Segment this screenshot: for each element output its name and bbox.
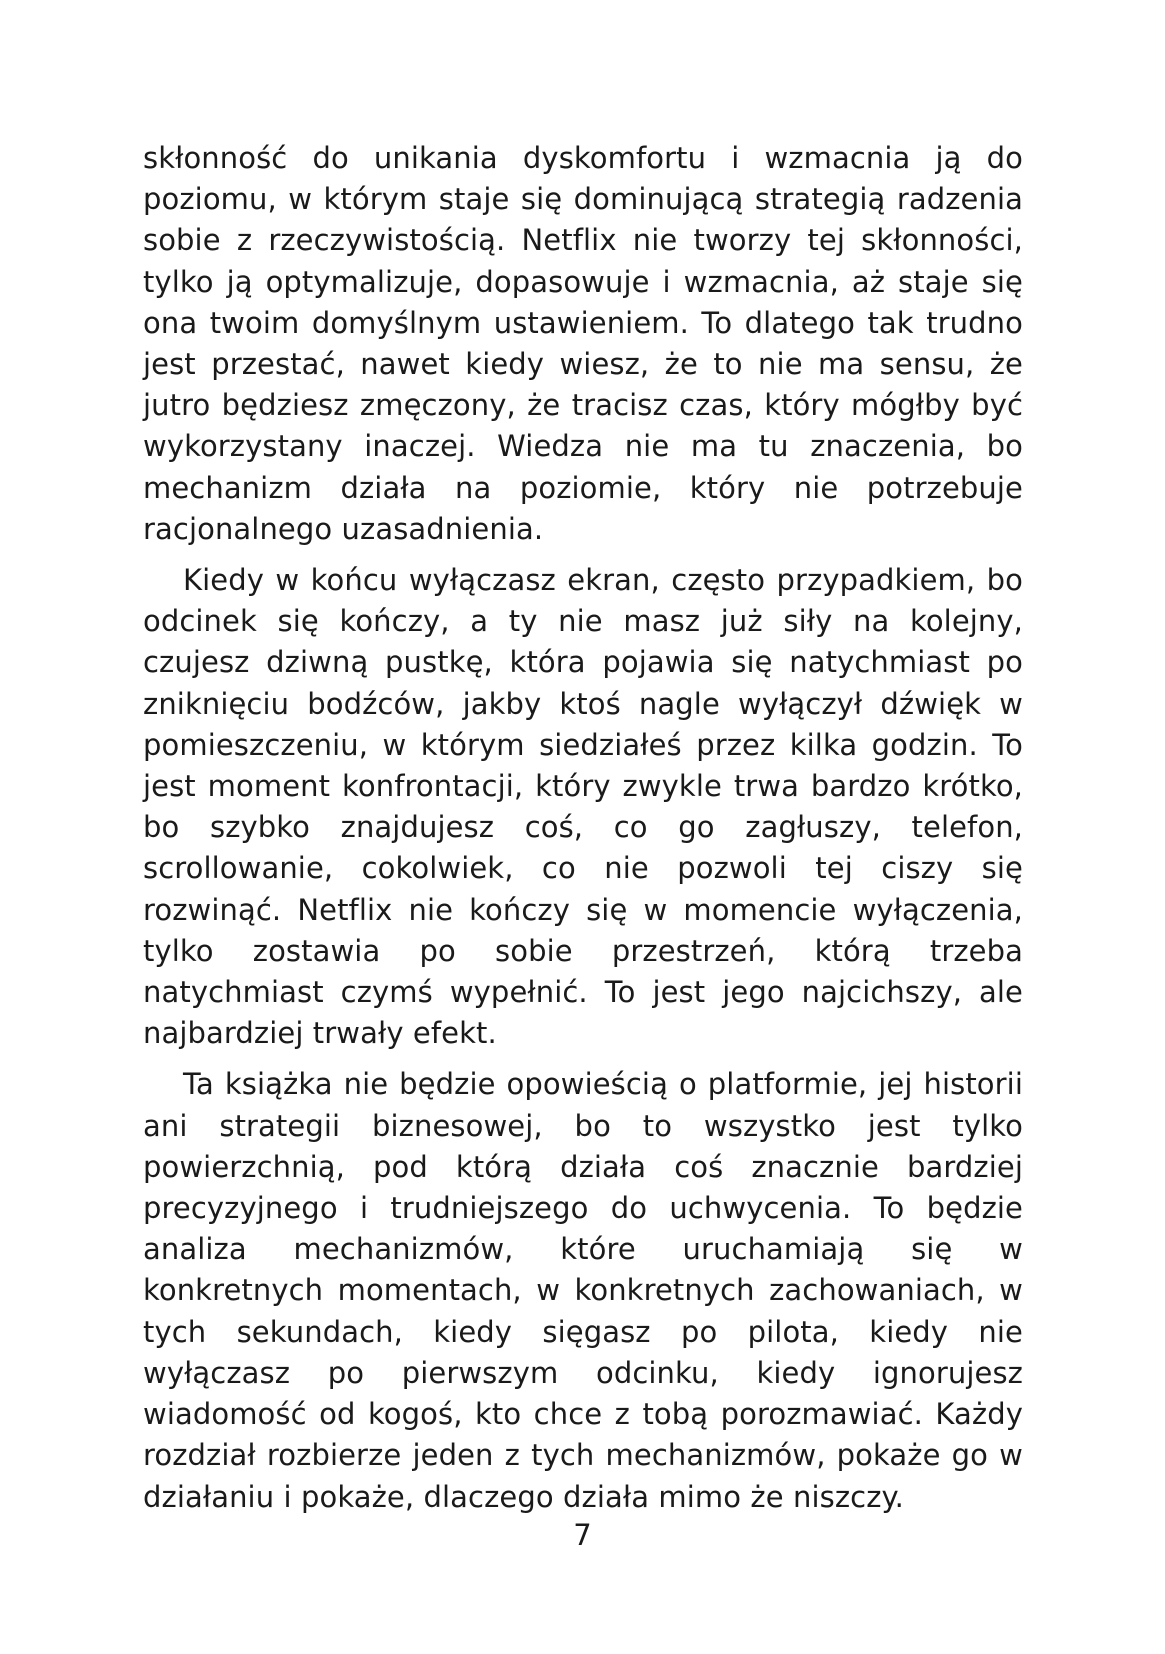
paragraph: Kiedy w końcu wyłączasz ekran, często przypadkiem, bo odcinek się kończy, a ty nie masz już siły na kolejny, czujesz dziwną pustkę, która pojawia się natychmiast po zniknięciu bodźców, jakby ktoś nagle wyłączył dźwięk w pomieszczeniu, w którym siedziałeś przez kilka godzin. To jest moment konfrontacji, który zwykle trwa bardzo krótko, bo szybko znajdujesz coś, co go zagłuszy, telefon, scrollowanie, cokolwiek, co nie pozwoli tej ciszy się rozwinąć. Netflix nie kończy się w momencie wyłączenia, tylko zostawia po sobie przestrzeń, którą trzeba natychmiast czymś wypełnić. To jest jego najcichszy, ale najbardziej trwały efekt.: [143, 563, 1023, 1051]
paragraph: Ta książka nie będzie opowieścią o platformie, jej historii ani strategii biznesowej, bo to wszystko jest tylko powierzchnią, pod którą działa coś znacznie bardziej precyzyjnego i trudniejszego do uchwycenia. To będzie analiza mechanizmów, które uruchamiają się w konkretnych momentach, w konkretnych zachowaniach, w tych sekundach, kiedy sięgasz po pilota, kiedy nie wyłączasz po pierwszym odcinku, kiedy ignorujesz wiadomość od kogoś, kto chce z tobą porozmawiać. Każdy rozdział rozbierze jeden z tych mechanizmów, pokaże go w działaniu i pokaże, dlaczego działa mimo że niszczy.: [143, 1067, 1023, 1514]
body-text: [143, 138, 1023, 1528]
paragraph-continuation: skłonność do unikania dyskomfortu i wzmacnia ją do poziomu, w którym staje się dominującą strategią radzenia sobie z rzeczywistością. Netflix nie tworzy tej skłonności, tylko ją optymalizuje, dopasowuje i wzmacnia, aż staje się ona twoim domyślnym ustawieniem. To dlatego tak trudno jest przestać, nawet kiedy wiesz, że to nie ma sensu, że jutro będziesz zmęczony, że tracisz czas, który mógłby być wykorzystany inaczej. Wiedza nie ma tu znaczenia, bo mechanizm działa na poziomie, który nie potrzebuje racjonalnego uzasadnienia.: [143, 141, 1023, 546]
page-number: 7: [573, 1518, 592, 1552]
